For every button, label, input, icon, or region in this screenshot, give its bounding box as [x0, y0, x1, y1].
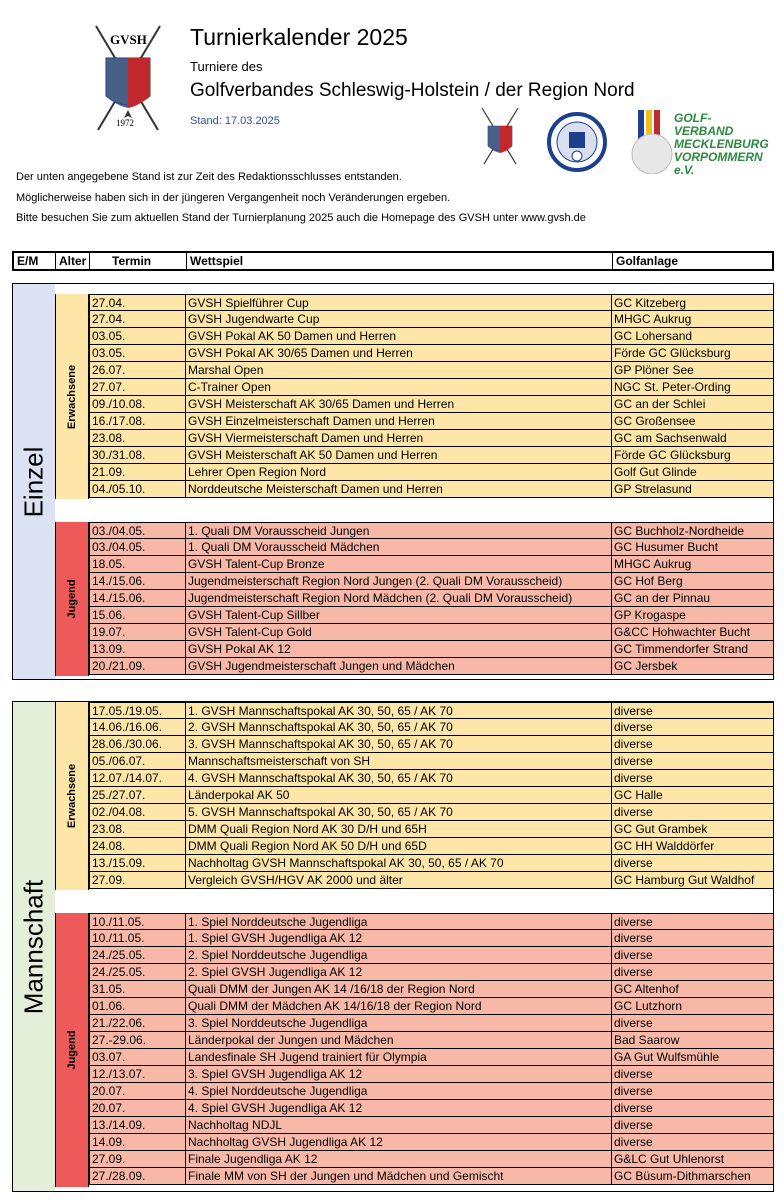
wettspiel-cell: Marshal Open [186, 362, 612, 378]
termin-cell: 20.07. [89, 1100, 186, 1116]
wettspiel-cell: GVSH Pokal AK 12 [186, 641, 612, 657]
table-row [89, 770, 773, 787]
table-row [89, 590, 773, 607]
golfanlage-cell: diverse [614, 1067, 653, 1081]
wettspiel-cell: Landesfinale SH Jugend trainiert für Olympia [186, 1049, 612, 1065]
wettspiel-cell: Jugendmeisterschaft Region Nord Mädchen (2. Quali DM Vorausscheid) [186, 590, 612, 606]
wettspiel-cell: GVSH Meisterschaft AK 50 Damen und Herren [186, 447, 612, 463]
wettspiel-cell: GVSH Jugendwarte Cup [186, 311, 612, 327]
golfanlage-cell: diverse [614, 805, 653, 819]
wettspiel-cell: Norddeutsche Meisterschaft Damen und Herren [186, 481, 612, 497]
golfanlage-cell: GC Großensee [614, 414, 696, 428]
mannschaft-jugend-rows [89, 913, 773, 1185]
termin-cell: 26.07. [89, 362, 186, 378]
table-header [12, 251, 774, 271]
table-row [89, 379, 773, 396]
mannschaft-jugend-age [55, 913, 89, 1187]
termin-cell: 25./27.07. [89, 787, 186, 803]
table-row [89, 1100, 773, 1117]
golfanlage-cell: GA Gut Wulfsmühle [614, 1050, 720, 1064]
golfanlage-cell: GC Büsum-Dithmarschen [614, 1169, 751, 1183]
termin-cell: 31.05. [89, 981, 186, 997]
wettspiel-cell: Mannschaftsmeisterschaft von SH [186, 753, 612, 769]
einzel-erwachsene [55, 294, 773, 499]
golfanlage-cell: diverse [614, 1084, 653, 1098]
golfanlage-cell: GC Gut Grambek [614, 822, 708, 836]
golfanlage-cell: GP Strelasund [614, 482, 692, 496]
wettspiel-cell: 1. Quali DM Vorausscheid Jungen [186, 523, 612, 539]
wettspiel-cell: GVSH Viermeisterschaft Damen und Herren [186, 430, 612, 446]
table-row [89, 522, 773, 539]
table-row [89, 1117, 773, 1134]
termin-cell: 27.09. [89, 872, 186, 888]
einzel-label-col [13, 284, 55, 679]
termin-cell: 23.08. [89, 821, 186, 837]
table-row [89, 658, 773, 675]
table-row [89, 930, 773, 947]
termin-cell: 24./25.05. [89, 947, 186, 963]
mannschaft-jugend [55, 913, 773, 1187]
termin-cell: 14./15.06. [89, 573, 186, 589]
wettspiel-cell: DMM Quali Region Nord AK 50 D/H und 65D [186, 838, 612, 854]
termin-cell: 28.06./30.06. [89, 736, 186, 752]
einzel-jugend-age [55, 522, 89, 676]
note-line-3: Bitte besuchen Sie zum aktuellen Stand der Turnierplanung 2025 auch die Homepage des GVSH unter www.gvsh.de [16, 212, 586, 224]
table-row [89, 1083, 773, 1100]
wettspiel-cell: 2. Spiel Norddeutsche Jugendliga [186, 947, 612, 963]
golfanlage-cell: MHGC Aukrug [614, 312, 692, 326]
table-row [89, 1032, 773, 1049]
termin-cell: 12./13.07. [89, 1066, 186, 1082]
termin-cell: 09./10.08. [89, 396, 186, 412]
golfanlage-cell: Golf Gut Glinde [614, 465, 697, 479]
table-row [89, 1151, 773, 1168]
termin-cell: 27.04. [89, 295, 186, 311]
golfanlage-cell: G&LC Gut Uhlenorst [614, 1152, 725, 1166]
wettspiel-cell: 1. Spiel GVSH Jugendliga AK 12 [186, 930, 612, 946]
golfanlage-cell: GP Plöner See [614, 363, 694, 377]
table-row [89, 838, 773, 855]
termin-cell: 21.09. [89, 464, 186, 480]
golfanlage-cell: NGC St. Peter-Ording [614, 380, 731, 394]
golfanlage-cell: GC an der Schlei [614, 397, 706, 411]
termin-cell: 05./06.07. [89, 753, 186, 769]
termin-cell: 27./28.09. [89, 1168, 186, 1184]
golfanlage-cell: diverse [614, 856, 653, 870]
termin-cell: 27.07. [89, 379, 186, 395]
table-row [89, 872, 773, 889]
golfanlage-cell: diverse [614, 704, 653, 718]
golfanlage-cell: diverse [614, 754, 653, 768]
col-em: E/M [14, 253, 56, 269]
erwachsene-label: Erwachsene [66, 763, 78, 829]
table-row [89, 821, 773, 838]
golfanlage-cell: diverse [614, 1016, 653, 1030]
wettspiel-cell: Quali DMM der Jungen AK 14 /16/18 der Region Nord [186, 981, 612, 997]
einzel-erwachsene-age [55, 294, 89, 499]
wettspiel-cell: Länderpokal AK 50 [186, 787, 612, 803]
golfanlage-cell: GC HH Walddörfer [614, 839, 715, 853]
golfanlage-cell: Förde GC Glücksburg [614, 346, 731, 360]
golfanlage-cell: diverse [614, 931, 653, 945]
mannschaft-erwachsene [55, 702, 773, 890]
table-row [89, 1168, 773, 1185]
table-row [89, 641, 773, 658]
termin-cell: 04./05.10. [89, 481, 186, 497]
wettspiel-cell: GVSH Einzelmeisterschaft Damen und Herren [186, 413, 612, 429]
table-row [89, 753, 773, 770]
table-row [89, 573, 773, 590]
termin-cell: 13./14.09. [89, 1117, 186, 1133]
termin-cell: 10./11.05. [89, 914, 186, 930]
wettspiel-cell: 1. Quali DM Vorausscheid Mädchen [186, 539, 612, 555]
gvsh-logo-year: 1972 [116, 118, 134, 128]
table-row [89, 855, 773, 872]
golfanlage-cell: diverse [614, 965, 653, 979]
termin-cell: 03./04.05. [89, 523, 186, 539]
col-wettspiel: Wettspiel [187, 253, 613, 269]
gvsh-small-logo [478, 104, 522, 168]
table-row [89, 345, 773, 362]
section-einzel [12, 283, 774, 680]
termin-cell: 03./04.05. [89, 539, 186, 555]
einzel-jugend-rows [89, 522, 773, 675]
table-row [89, 362, 773, 379]
wettspiel-cell: 2. GVSH Mannschaftspokal AK 30, 50, 65 / AK 70 [186, 719, 612, 735]
note-line-1: Der unten angegebene Stand ist zur Zeit des Redaktionsschlusses entstanden. [16, 171, 402, 183]
wettspiel-cell: GVSH Pokal AK 50 Damen und Herren [186, 328, 612, 344]
termin-cell: 27.-29.06. [89, 1032, 186, 1048]
table-row [89, 539, 773, 556]
termin-cell: 13.09. [89, 641, 186, 657]
einzel-jugend [55, 522, 773, 676]
mannschaft-label: Mannschaft [18, 879, 49, 1014]
wettspiel-cell: 3. Spiel Norddeutsche Jugendliga [186, 1015, 612, 1031]
table-row [89, 481, 773, 498]
einzel-erwachsene-rows [89, 294, 773, 498]
golfanlage-cell: diverse [614, 1118, 653, 1132]
wettspiel-cell: GVSH Jugendmeisterschaft Jungen und Mädchen [186, 658, 612, 674]
table-row [89, 804, 773, 821]
table-row [89, 964, 773, 981]
wettspiel-cell: Finale Jugendliga AK 12 [186, 1151, 612, 1167]
table-row [89, 464, 773, 481]
table-row [89, 311, 773, 328]
col-alter: Alter [56, 253, 90, 269]
termin-cell: 03.05. [89, 328, 186, 344]
golfanlage-cell: GC am Sachsenwald [614, 431, 727, 445]
golfanlage-cell: diverse [614, 948, 653, 962]
golfanlage-cell: diverse [614, 915, 653, 929]
termin-cell: 16./17.08. [89, 413, 186, 429]
table-row [89, 556, 773, 573]
termin-cell: 03.05. [89, 345, 186, 361]
table-row [89, 1049, 773, 1066]
golfanlage-cell: GC Altenhof [614, 982, 679, 996]
hamburg-golf-verband-logo [544, 112, 610, 172]
table-row [89, 787, 773, 804]
golfanlage-cell: GC Timmendorfer Strand [614, 642, 749, 656]
termin-cell: 27.04. [89, 311, 186, 327]
termin-cell: 01.06. [89, 998, 186, 1014]
wettspiel-cell: 4. GVSH Mannschaftspokal AK 30, 50, 65 / AK 70 [186, 770, 612, 786]
termin-cell: 14.06./16.06. [89, 719, 186, 735]
table-row [89, 607, 773, 624]
golfanlage-cell: GC Halle [614, 788, 663, 802]
wettspiel-cell: 4. Spiel GVSH Jugendliga AK 12 [186, 1100, 612, 1116]
golfanlage-cell: diverse [614, 720, 653, 734]
table-row [89, 913, 773, 930]
wettspiel-cell: 3. Spiel GVSH Jugendliga AK 12 [186, 1066, 612, 1082]
termin-cell: 15.06. [89, 607, 186, 623]
golfanlage-cell: G&CC Hohwachter Bucht [614, 625, 751, 639]
einzel-label: Einzel [18, 446, 49, 517]
subtitle-line1: Turniere des [190, 59, 263, 74]
wettspiel-cell: GVSH Talent-Cup Sillber [186, 607, 612, 623]
termin-cell: 20.07. [89, 1083, 186, 1099]
wettspiel-cell: GVSH Spielführer Cup [186, 295, 612, 311]
wettspiel-cell: Nachholtag GVSH Mannschaftspokal AK 30, 50, 65 / AK 70 [186, 855, 612, 871]
golfanlage-cell: GC Hamburg Gut Waldhof [614, 873, 755, 887]
termin-cell: 24.08. [89, 838, 186, 854]
wettspiel-cell: DMM Quali Region Nord AK 30 D/H und 65H [186, 821, 612, 837]
table-row [89, 702, 773, 719]
table-row [89, 947, 773, 964]
table-row [89, 294, 773, 311]
termin-cell: 23.08. [89, 430, 186, 446]
wettspiel-cell: Nachholtag GVSH Jugendliga AK 12 [186, 1134, 612, 1150]
wettspiel-cell: 1. GVSH Mannschaftspokal AK 30, 50, 65 / AK 70 [186, 703, 612, 719]
golfanlage-cell: GC Jersbek [614, 659, 678, 673]
termin-cell: 02./04.08. [89, 804, 186, 820]
golfanlage-cell: Förde GC Glücksburg [614, 448, 731, 462]
golfanlage-cell: GC Hof Berg [614, 574, 683, 588]
wettspiel-cell: Lehrer Open Region Nord [186, 464, 612, 480]
golfanlage-cell: GC Kitzeberg [614, 296, 687, 310]
termin-cell: 21./22.06. [89, 1015, 186, 1031]
wettspiel-cell: Länderpokal der Jungen und Mädchen [186, 1032, 612, 1048]
wettspiel-cell: GVSH Pokal AK 30/65 Damen und Herren [186, 345, 612, 361]
mannschaft-erwachsene-rows [89, 702, 773, 889]
golfanlage-cell: GC Lohersand [614, 329, 693, 343]
table-row [89, 1066, 773, 1083]
table-row [89, 447, 773, 464]
wettspiel-cell: GVSH Meisterschaft AK 30/65 Damen und Herren [186, 396, 612, 412]
section-mannschaft [12, 701, 774, 1192]
table-row [89, 736, 773, 753]
golfanlage-cell: Bad Saarow [614, 1033, 680, 1047]
termin-cell: 17.05./19.05. [89, 703, 186, 719]
mannschaft-erwachsene-age [55, 702, 89, 890]
wettspiel-cell: GVSH Talent-Cup Bronze [186, 556, 612, 572]
golfanlage-cell: diverse [614, 737, 653, 751]
table-row [89, 719, 773, 736]
table-row [89, 413, 773, 430]
termin-cell: 24./25.05. [89, 964, 186, 980]
subtitle-line2: Golfverbandes Schleswig-Holstein / der Region Nord [190, 80, 635, 101]
golfanlage-cell: GC Buchholz-Nordheide [614, 524, 745, 538]
golfanlage-cell: GC Lutzhorn [614, 999, 683, 1013]
wettspiel-cell: GVSH Talent-Cup Gold [186, 624, 612, 640]
golfanlage-cell: diverse [614, 1135, 653, 1149]
wettspiel-cell: 1. Spiel Norddeutsche Jugendliga [186, 914, 612, 930]
table-row [89, 624, 773, 641]
table-row [89, 1015, 773, 1032]
termin-cell: 30./31.08. [89, 447, 186, 463]
golfanlage-cell: diverse [614, 1101, 653, 1115]
golf-verband-mv-logo [626, 108, 770, 177]
wettspiel-cell: C-Trainer Open [186, 379, 612, 395]
termin-cell: 12.07./14.07. [89, 770, 186, 786]
termin-cell: 18.05. [89, 556, 186, 572]
table-row [89, 328, 773, 345]
wettspiel-cell: Vergleich GVSH/HGV AK 2000 und älter [186, 872, 612, 888]
jugend-label: Jugend [66, 1030, 78, 1070]
wettspiel-cell: Finale MM von SH der Jungen und Mädchen und Gemischt [186, 1168, 612, 1184]
wettspiel-cell: Quali DMM der Mädchen AK 14/16/18 der Region Nord [186, 998, 612, 1014]
mannschaft-label-col [13, 702, 55, 1191]
termin-cell: 27.09. [89, 1151, 186, 1167]
mv-logo-text: GOLF-VERBAND MECKLENBURG VORPOMMERN e.V. [674, 111, 769, 177]
table-row [89, 998, 773, 1015]
golfanlage-cell: GC an der Pinnau [614, 591, 711, 605]
golfanlage-cell: GC Husumer Bucht [614, 540, 719, 554]
termin-cell: 19.07. [89, 624, 186, 640]
col-golfanlage: Golfanlage [616, 254, 679, 268]
wettspiel-cell: Jugendmeisterschaft Region Nord Jungen (2. Quali DM Vorausscheid) [186, 573, 612, 589]
golfanlage-cell: MHGC Aukrug [614, 557, 692, 571]
note-line-2: Möglicherweise haben sich in der jüngeren Vergangenheit noch Veränderungen ergeben. [16, 192, 451, 204]
termin-cell: 14.09. [89, 1134, 186, 1150]
table-row [89, 981, 773, 998]
erwachsene-label: Erwachsene [66, 364, 78, 429]
wettspiel-cell: 2. Spiel GVSH Jugendliga AK 12 [186, 964, 612, 980]
termin-cell: 10./11.05. [89, 930, 186, 946]
wettspiel-cell: 3. GVSH Mannschaftspokal AK 30, 50, 65 / AK 70 [186, 736, 612, 752]
gvsh-logo-text: GVSH [110, 32, 147, 47]
termin-cell: 03.07. [89, 1049, 186, 1065]
termin-cell: 20./21.09. [89, 658, 186, 674]
col-termin: Termin [90, 253, 187, 269]
page-title: Turnierkalender 2025 [190, 24, 408, 50]
termin-cell: 13./15.09. [89, 855, 186, 871]
wettspiel-cell: 4. Spiel Norddeutsche Jugendliga [186, 1083, 612, 1099]
gvsh-logo [88, 18, 168, 136]
stand-date: Stand: 17.03.2025 [190, 115, 280, 127]
table-row [89, 1134, 773, 1151]
jugend-label: Jugend [66, 579, 78, 619]
termin-cell: 14./15.06. [89, 590, 186, 606]
table-row [89, 396, 773, 413]
golfanlage-cell: diverse [614, 771, 653, 785]
golfanlage-cell: GP Krogaspe [614, 608, 686, 622]
wettspiel-cell: Nachholtag NDJL [186, 1117, 612, 1133]
table-row [89, 430, 773, 447]
wettspiel-cell: 5. GVSH Mannschaftspokal AK 30, 50, 65 / AK 70 [186, 804, 612, 820]
